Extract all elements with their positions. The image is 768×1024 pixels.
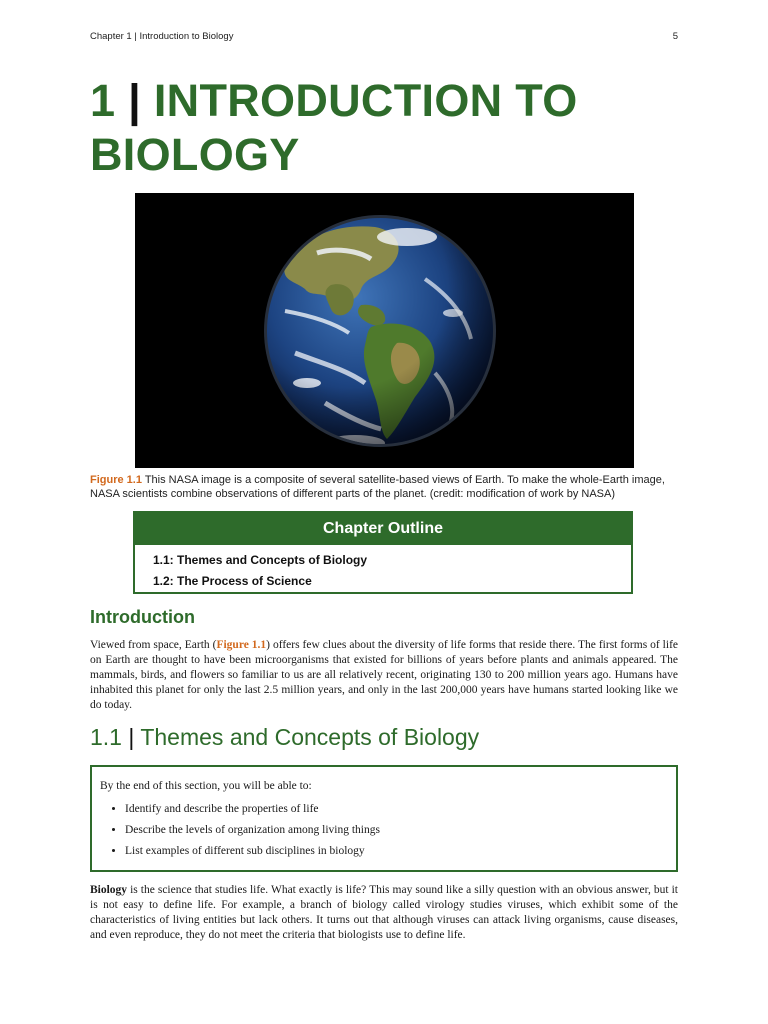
objectives-lead: By the end of this section, you will be able to:	[100, 780, 312, 792]
intro-text-rest: ) offers few clues about the diversity of life forms that reside there. The first forms of life on Earth are thought to have been microorganisms that existed for billions of years before plants and animals appeared. The mammals, birds, and flowers so familiar to us are all relatively recent, originating 130 to 200 million years ago. Humans have inhabited this planet for only the last 2.5 million years, and only in the last 200,000 years have humans started looking like we do today.	[90, 639, 679, 711]
section-number: 1.1	[90, 724, 122, 750]
chapter-title-text: INTRODUCTION TO BIOLOGY	[90, 75, 578, 180]
section-title: Themes and Concepts of Biology	[140, 724, 480, 750]
objective-item: • Describe the levels of organization among living things	[125, 820, 666, 841]
outline-item-1-2[interactable]: 1.2: The Process of Science	[153, 574, 312, 588]
figure-reference-link[interactable]: Figure 1.1	[216, 639, 267, 651]
section-heading	[90, 724, 479, 751]
key-term-biology: Biology	[90, 884, 128, 896]
biology-definition-paragraph	[90, 883, 678, 943]
chapter-separator: |	[128, 75, 142, 126]
figure-caption	[90, 473, 680, 501]
figure-label: Figure 1.1	[90, 474, 142, 486]
objective-item: • List examples of different sub disciplines in biology	[125, 841, 666, 862]
introduction-paragraph	[90, 638, 678, 713]
objective-item: • Identify and describe the properties of life	[125, 799, 666, 820]
chapter-outline-box	[133, 511, 633, 594]
page-number: 5	[672, 31, 678, 42]
chapter-number: 1	[90, 75, 116, 126]
chapter-title	[90, 74, 690, 182]
earth-globe-graphic	[135, 193, 634, 468]
biology-paragraph-text: is the science that studies life. What exactly is life? This may sound like a silly question with an obvious answer, but it is not easy to define life. For example, a branch of biology called virology studies viruses, which exhibit some of the characteristics of living entities but lack others. It turns out that although viruses can attack living organisms, cause diseases, and even reproduce, they do not meet the criteria that biologists use to define life.	[90, 884, 678, 941]
section-separator: |	[128, 724, 135, 750]
learning-objectives-box	[90, 765, 678, 872]
objectives-list	[100, 799, 666, 862]
intro-text-start: Viewed from space, Earth (	[90, 639, 217, 651]
figure-caption-text: This NASA image is a composite of several satellite-based views of Earth. To make the whole-Earth image, NASA scientists combine observations of different parts of the planet. (credit: modification of work by NASA)	[90, 474, 665, 500]
chapter-outline-list	[135, 545, 631, 592]
running-title: Chapter 1 | Introduction to Biology	[90, 31, 234, 42]
earth-image	[135, 193, 634, 468]
chapter-outline-title: Chapter Outline	[135, 513, 631, 545]
outline-item-1-1[interactable]: 1.1: Themes and Concepts of Biology	[153, 553, 368, 567]
running-header	[90, 31, 678, 42]
introduction-heading: Introduction	[90, 607, 195, 627]
